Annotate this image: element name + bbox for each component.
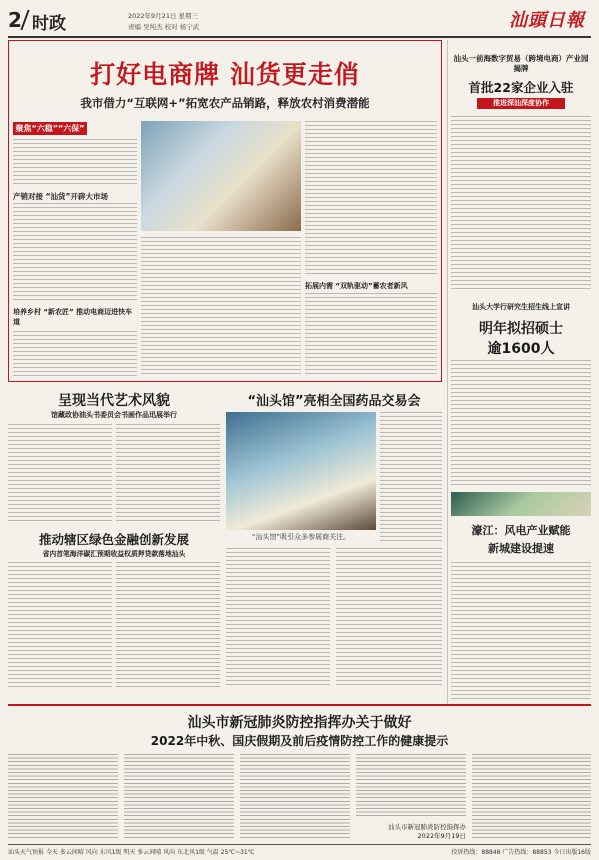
drug-fair-text-2 bbox=[336, 548, 442, 688]
notice-col-4 bbox=[356, 754, 466, 818]
right-top-title: 首批22家企业入驻 bbox=[468, 80, 574, 95]
header-rule bbox=[8, 36, 591, 38]
footer-weather: 汕头天气预报 今天 多云间晴 风向 东风1级 明天 多云间晴 风向 东北风1级 气温 25℃~31℃ bbox=[8, 849, 255, 856]
lead-photo bbox=[141, 121, 301, 231]
right-top-text bbox=[451, 116, 591, 292]
right-top-tag: 推进深汕深度协作 bbox=[477, 98, 565, 109]
drug-fair-title: “汕头馆”亮相全国药品交易会 bbox=[247, 394, 421, 409]
footer-hotline: 投诉热线：88848 广告热线：88853 今日出版16版 bbox=[451, 849, 591, 856]
right-mid-intro: 汕头大学行研究生招生线上宣讲 bbox=[472, 303, 570, 311]
right-top-story bbox=[451, 40, 591, 295]
art-exhibition-subtitle: 馆藏政协油头书委员会书画作品迅展举行 bbox=[51, 411, 177, 419]
drug-fair-text bbox=[226, 548, 330, 688]
footer-rule bbox=[8, 844, 591, 845]
green-finance-text bbox=[8, 562, 112, 688]
lead-col1-text-2 bbox=[13, 203, 137, 303]
notice-title-2: 2022年中秋、国庆假期及前后疫情防控工作的健康提示 bbox=[150, 734, 449, 748]
green-finance-text-2 bbox=[116, 562, 220, 688]
lead-title: 打好电商牌 汕货更走俏 bbox=[90, 60, 360, 89]
drug-fair-story bbox=[226, 388, 442, 690]
right-column-divider bbox=[447, 40, 448, 704]
notice-signature-1: 汕头市新冠肺炎防控指挥办 bbox=[388, 823, 466, 831]
lead-col2-text bbox=[141, 237, 301, 377]
notice-top-rule bbox=[8, 704, 591, 706]
art-exhibition-title: 呈现当代艺术风貌 bbox=[58, 393, 170, 409]
right-top-intro: 汕头一前海数字贸易（跨境电商）产业园揭牌 bbox=[453, 54, 589, 73]
art-exhibition-text bbox=[8, 424, 112, 524]
epidemic-notice bbox=[8, 708, 591, 842]
drug-fair-caption: “汕头馆”吸引众多参展商关注。 bbox=[251, 533, 351, 541]
page-header bbox=[8, 4, 591, 38]
right-mid-title-1: 明年拟招硕士 bbox=[479, 321, 563, 337]
right-mid-text bbox=[451, 360, 591, 488]
masthead-logo: 汕頭日報 bbox=[509, 10, 585, 31]
right-low-title-2: 新城建设提速 bbox=[488, 542, 554, 555]
lead-col3-text bbox=[305, 121, 437, 277]
lead-subhead-2: 培养乡村 “新农匠” 推动电商迈进快车道 bbox=[13, 308, 133, 326]
right-low-title-1: 濠江：风电产业赋能 bbox=[471, 524, 571, 537]
right-low-story bbox=[451, 492, 591, 704]
right-mid-title-2: 逾1600人 bbox=[487, 341, 555, 357]
green-finance-subtitle: 省内首笔海洋碳汇预期收益权质押贷款落地汕头 bbox=[42, 550, 186, 558]
lead-subhead-3: 拓展内需 “双轨驱动”蓄农者新风 bbox=[305, 282, 408, 290]
art-exhibition-story bbox=[8, 388, 220, 528]
page-number: 2 bbox=[8, 8, 22, 32]
section-name: 时政 bbox=[32, 14, 66, 34]
notice-col-2 bbox=[124, 754, 234, 840]
lead-col1-text-3 bbox=[13, 331, 137, 377]
editor-line: 责编 吴纯杰 校对 杨宁武 bbox=[128, 23, 200, 31]
art-exhibition-text-2 bbox=[116, 424, 220, 524]
notice-col-5 bbox=[472, 754, 591, 840]
date-line: 2022年9月21日 星期三 bbox=[128, 12, 199, 20]
green-finance-title: 推动辖区绿色金融创新发展 bbox=[38, 532, 189, 547]
notice-title-1: 汕头市新冠肺炎防控指挥办关于做好 bbox=[187, 715, 412, 731]
right-mid-story bbox=[451, 298, 591, 488]
lead-subtitle: 我市借力“互联网+”拓宽农产品销路，释放农村消费潜能 bbox=[80, 96, 370, 110]
lead-col3-text-2 bbox=[305, 293, 437, 377]
drug-fair-photo bbox=[226, 412, 376, 530]
lead-subhead-1: 产销对接 “汕货”开辟大市场 bbox=[13, 192, 108, 201]
right-low-photo bbox=[451, 492, 591, 516]
green-finance-story bbox=[8, 530, 220, 690]
right-low-text bbox=[451, 562, 591, 702]
notice-col-1 bbox=[8, 754, 118, 840]
lead-kicker: 聚焦“六稳”“六保” bbox=[13, 122, 87, 135]
notice-signature-2: 2022年9月19日 bbox=[417, 832, 466, 840]
notice-col-3 bbox=[240, 754, 350, 840]
drug-fair-side-text bbox=[380, 412, 442, 544]
lead-story bbox=[8, 40, 442, 382]
lead-col1-text bbox=[13, 139, 137, 187]
